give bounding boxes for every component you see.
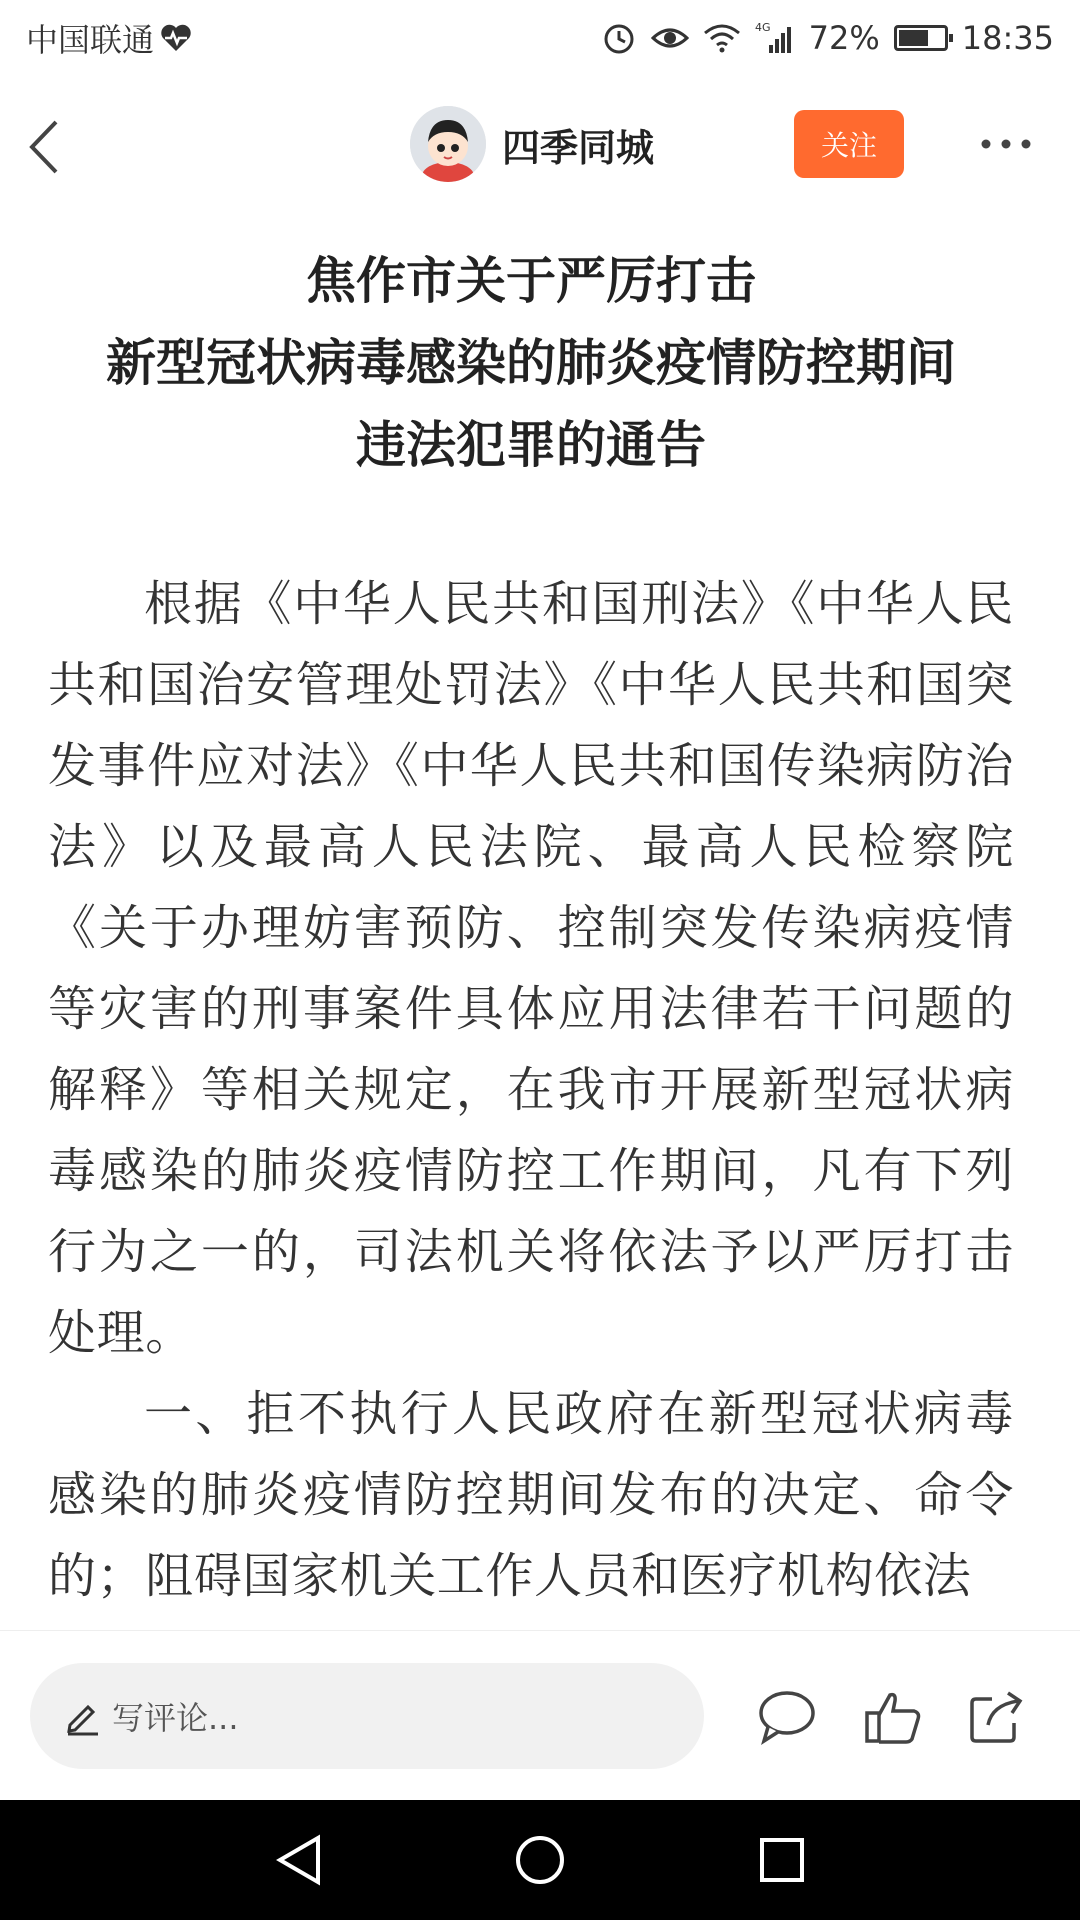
article-body — [48, 564, 1014, 1614]
carrier-name: 中国联通 — [26, 21, 155, 59]
nav-back-icon — [270, 1830, 330, 1890]
bottom-action-bar — [0, 1630, 1080, 1801]
avatar[interactable] — [410, 106, 486, 182]
status-left — [26, 15, 192, 61]
back-arrow-icon — [22, 114, 82, 180]
signal-icon — [755, 21, 795, 55]
nav-back-button[interactable] — [270, 1830, 330, 1890]
clock: 18:35 — [961, 19, 1054, 57]
status-right — [601, 19, 1054, 57]
system-nav-bar — [0, 1800, 1080, 1920]
wifi-icon — [703, 23, 741, 53]
paragraph-intro: 根据《中华人民共和国刑法》《中华人民共和国治安管理处罚法》《中华人民共和国突发事件应对法》《中华人民共和国传染病防治法》以及最高人民法院、最高人民检察院《关于办理妨害预防、控制突发传染病疫情等灾害的刑事案件具体应用法律若干问题的解释》等相关规定，在我市开展新型冠状病毒感染的肺炎疫情防控工作期间，凡有下列行为之一的，司法机关将依法予以严厉打击处理。 — [48, 576, 1014, 1361]
paragraph-item-1: 一、拒不执行人民政府在新型冠状病毒感染的肺炎疫情防控期间发布的决定、命令的；阻碍国家机关工作人员和医疗机构依法 — [48, 1386, 1014, 1604]
account-name[interactable]: 四季同城 — [502, 125, 655, 170]
alarm-icon — [601, 20, 637, 56]
battery-icon — [894, 25, 948, 51]
title-line-1: 焦作市关于严厉打击 — [306, 252, 756, 310]
more-icon — [978, 134, 1034, 154]
battery-percent: 72% — [808, 19, 880, 57]
heart-pulse-icon — [160, 23, 192, 53]
nav-home-button[interactable] — [510, 1830, 570, 1890]
nav-recent-icon — [752, 1830, 812, 1890]
status-bar — [0, 0, 1080, 76]
comment-input[interactable] — [30, 1663, 704, 1769]
more-button[interactable] — [978, 134, 1034, 154]
pen-icon — [62, 1695, 104, 1737]
title-line-2: 新型冠状病毒感染的肺炎疫情防控期间 — [106, 334, 956, 392]
back-button[interactable] — [22, 114, 82, 180]
nav-recent-button[interactable] — [752, 1830, 812, 1890]
thumbs-up-icon — [862, 1687, 924, 1747]
article-title — [48, 240, 1014, 486]
comment-icon — [756, 1687, 818, 1747]
nav-home-icon — [510, 1830, 570, 1890]
title-line-3: 违法犯罪的通告 — [356, 416, 706, 474]
article-header — [0, 76, 1080, 212]
comment-placeholder: 写评论... — [112, 1699, 239, 1737]
like-button[interactable] — [862, 1687, 924, 1747]
share-icon — [966, 1687, 1028, 1747]
article — [48, 240, 1014, 486]
comment-button[interactable] — [756, 1687, 818, 1747]
follow-button[interactable]: 关注 — [794, 110, 904, 178]
eye-icon — [651, 24, 689, 52]
share-button[interactable] — [966, 1687, 1028, 1747]
account-info[interactable] — [410, 106, 654, 182]
network-type: 4G — [754, 21, 771, 34]
